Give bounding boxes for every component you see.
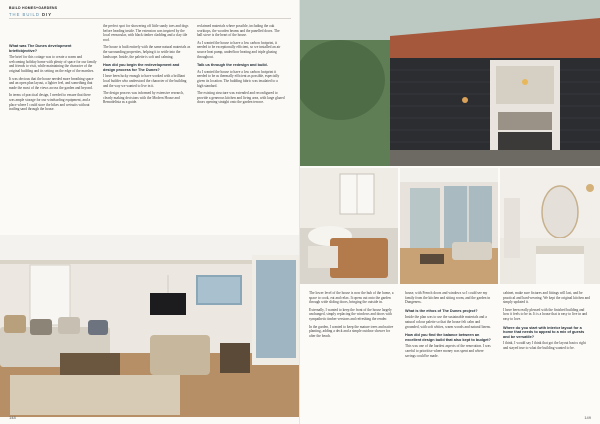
left-col-3 bbox=[197, 24, 285, 219]
body-paragraph: The existing structure was extended and reconfigured to provide a generous kitchen and living area, with large glazed doors opening straight onto the garden terrace. bbox=[197, 91, 285, 105]
section-label: THE BUILD DIY bbox=[9, 12, 53, 17]
body-paragraph: house, with French doors and windows so I could see my family from the kitchen and sitting room, and the garden in Dungeness. bbox=[405, 291, 491, 305]
body-paragraph: The design process was informed by extensive research, clearly making decisions with the Modern House and Remodelista as a guide. bbox=[103, 91, 184, 105]
body-paragraph: Externally, I wanted to keep the front of the house largely unchanged, simply replacing the windows and doors with sympathetic timber versions and refreshing the render. bbox=[309, 307, 392, 321]
body-paragraph: cabinet, make sure fixtures and fittings will last, and be practical and hard-wearing. We kept the original kitchen and simply updated it. bbox=[503, 291, 590, 305]
living-room-photo bbox=[0, 235, 300, 417]
bathroom-photo bbox=[500, 168, 600, 284]
body-paragraph: In terms of practical design, I needed to ensure that there was ample storage for our windsurfing equipment, and a place where I could store the bikes and wetsuits without trailing sand through the house. bbox=[9, 93, 91, 112]
header-brand: BUILD HOMES+GARDENS bbox=[9, 6, 58, 10]
question-heading: What was The Dunes development brief/objective? bbox=[9, 44, 72, 53]
body-paragraph: In the garden, I wanted to keep the mature trees and native planting, adding a deck and a simple outdoor shower for after the beach. bbox=[309, 324, 394, 338]
right-col-1 bbox=[309, 291, 397, 411]
question-heading: Where do you start with interior layout for a home that needs to appeal to a mix of guests and be versatile? bbox=[503, 325, 585, 339]
left-col-2 bbox=[103, 24, 191, 234]
page-number-right: 149 bbox=[584, 415, 591, 420]
bedroom-photo bbox=[300, 168, 398, 284]
body-paragraph: I think, I would say I think that got the layout basics right and stayed true to what the building wanted to be. bbox=[503, 341, 586, 350]
body-paragraph: It was obvious that the house needed more breathing space and an open plan layout, a lighter feel, and something that made the most of the views across the garden and beyond. bbox=[9, 76, 94, 90]
page-number-left: 148 bbox=[9, 415, 16, 420]
body-paragraph: As I wanted the house to have a low carbon footprint, it needed to be exceptionally efficient, so we installed an air source heat pump, underfloor heating and triple glazing throughout. bbox=[197, 40, 281, 59]
body-paragraph: reclaimed materials where possible, including the oak worktops, the wooden beams and the panelled doors. The hall stove is the heart of the house. bbox=[197, 24, 280, 38]
body-paragraph: I have been lucky enough to have worked with a brilliant local builder who understood the character of the building and the way we wanted to live in it. bbox=[103, 74, 187, 88]
body-paragraph: I have been really pleased with the finished building and how it feels to be in. It is a house that is easy to live in and easy to love. bbox=[503, 307, 588, 321]
right-col-3 bbox=[503, 291, 591, 411]
exterior-photo bbox=[300, 0, 600, 166]
body-paragraph: Inside the plan was to use the sustainable materials and a natural colour palette so that the house felt calm and grounded, with soft whites, warm woods and natural linens. bbox=[405, 315, 491, 329]
header-rule bbox=[9, 18, 291, 19]
body-paragraph: the perfect spot for showering off little sandy toes and dogs before heading inside. The extension was inspired by the local vernacular, with black timber cladding and a clay tile roof. bbox=[103, 24, 189, 42]
body-paragraph: The lower level of the house is now the hub of the home, a space to cook, eat and relax. It opens out onto the garden through wide sliding doors, bringing the outside in. bbox=[309, 291, 394, 305]
body-paragraph: The house is built entirely with the same natural materials as the surrounding properties, helping it to settle into the landscape. Inside, the palette is soft and calming. bbox=[103, 45, 191, 59]
question-heading: How did you find the balance between an excellent design build that also kept to budget? bbox=[405, 333, 491, 342]
right-col-2 bbox=[405, 291, 493, 411]
body-paragraph: The brief for this cottage was to create a warm and welcoming holiday home with plenty of space for our family and friends to visit, while maintaining the character of the original building and its setting on the edge of the marshes. bbox=[9, 55, 97, 73]
body-paragraph: This was one of the hardest aspects of the renovation. I was careful to prioritise where money was spent and where savings could be made. bbox=[405, 344, 491, 358]
living-area-photo bbox=[400, 168, 498, 284]
question-heading: What is the ethos of The Dunes project? bbox=[405, 308, 478, 313]
left-col-1 bbox=[9, 40, 97, 240]
body-paragraph: As I wanted the house to have a low carbon footprint it needed to be as thermally efficient as possible, especially given its location. The building fabric was insulated to a high standard. bbox=[197, 69, 280, 88]
question-heading: Talk us through the redesign and build. bbox=[197, 63, 268, 68]
right-page bbox=[300, 0, 600, 424]
question-heading: How did you begin the redevelopment and design process for The Dunes? bbox=[103, 63, 180, 72]
